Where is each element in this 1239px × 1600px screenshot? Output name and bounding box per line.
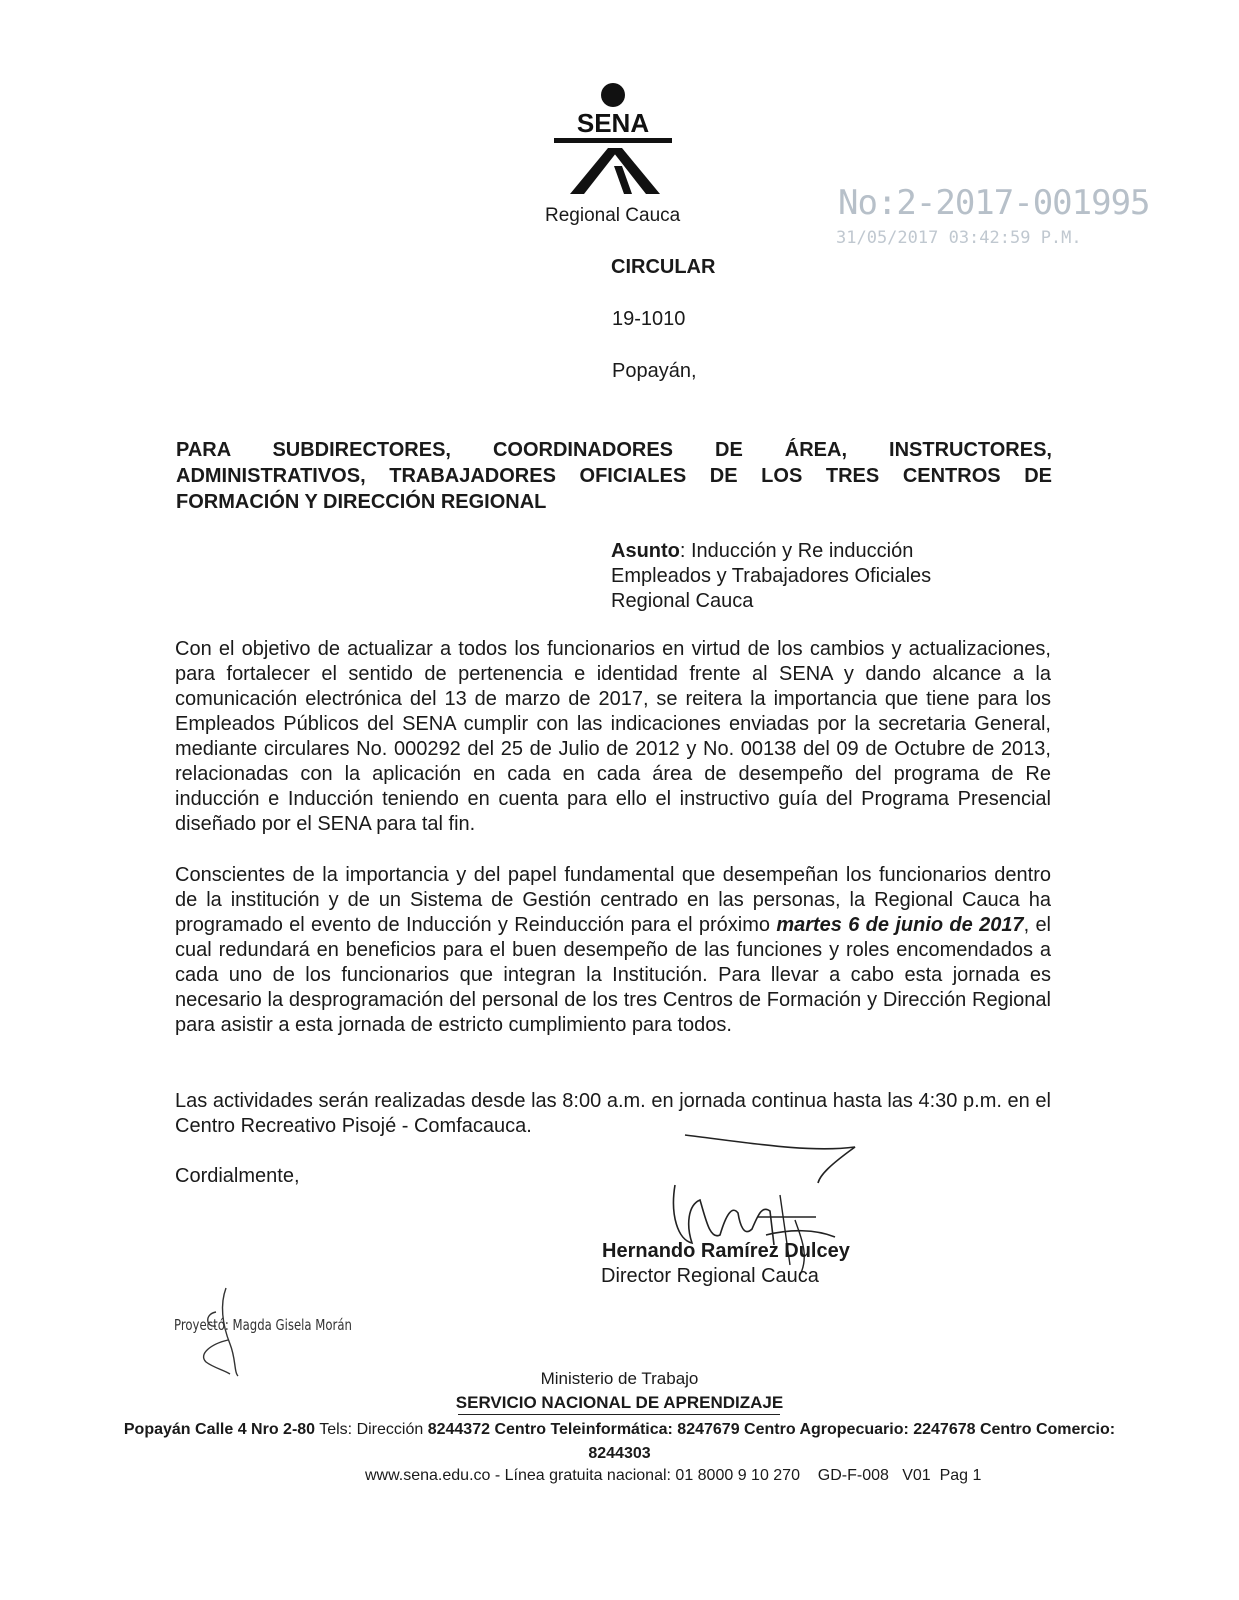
- document-city: Popayán,: [612, 360, 697, 382]
- body-paragraph-3: Las actividades serán realizadas desde las 8:00 a.m. en jornada continua hasta las 4:30 p.m. en el Centro Recreativo Pisojé - Comfacauca.: [175, 1090, 1051, 1137]
- footer-web-line: [365, 1467, 981, 1485]
- regional-label: Regional Cauca: [545, 205, 681, 226]
- footer-web: www.sena.edu.co - Línea gratuita nacional: 01 8000 9 10 270: [365, 1467, 800, 1484]
- signer-name: Hernando Ramírez Dulcey: [602, 1240, 850, 1262]
- body-paragraph-2: [175, 863, 1051, 1038]
- footer-centro2-label: Centro Agropecuario:: [739, 1421, 914, 1438]
- drafted-by: Proyectó: Magda Gisela Morán: [174, 1316, 352, 1334]
- subject-text-1: : Inducción y Re inducción: [679, 540, 914, 562]
- sena-logo: [548, 82, 678, 202]
- footer-ministry: Ministerio de Trabajo: [540, 1369, 699, 1388]
- footer-tel-centro2: 2247678: [913, 1421, 976, 1438]
- footer-tel-direccion: 8244372: [427, 1421, 490, 1438]
- logo-dot: [601, 83, 625, 107]
- subject-block: [611, 539, 931, 614]
- recipients: PARA SUBDIRECTORES, COORDINADORES DE ÁREA, INSTRUCTORES, ADMINISTRATIVOS, TRABAJADORES OFICIALES DE LOS TRES CENTROS DE FORMACIÓN Y DIRECCIÓN REGIONAL: [176, 439, 1052, 513]
- logo-bar: [554, 138, 672, 143]
- footer-tels-label: Tels: Dirección: [315, 1421, 428, 1438]
- footer-tel-centro1: 8247679: [677, 1421, 740, 1438]
- logo-text: SENA: [576, 108, 650, 138]
- footer-version: V01: [902, 1467, 931, 1484]
- subject-line-2: Empleados y Trabajadores Oficiales: [611, 565, 932, 587]
- subject-line-3: Regional Cauca: [611, 590, 754, 612]
- footer-centro3-label: Centro Comercio:: [975, 1421, 1116, 1438]
- document-number: 19-1010: [612, 308, 686, 330]
- radicado-stamp-datetime: 31/05/2017 03:42:59 P.M.: [836, 228, 1082, 248]
- footer-entity: SERVICIO NACIONAL DE APRENDIZAJE: [455, 1393, 784, 1412]
- footer-centro1-label: Centro Teleinformática:: [490, 1421, 678, 1438]
- footer-tel-centro3: 8244303: [588, 1445, 651, 1462]
- salutation: Cordialmente,: [175, 1165, 300, 1187]
- logo-left-leg: [570, 148, 620, 194]
- signer-title: Director Regional Cauca: [601, 1265, 819, 1287]
- footer-address: Popayán Calle 4 Nro 2-80: [123, 1421, 316, 1438]
- event-date: martes 6 de junio de 2017: [776, 914, 1024, 936]
- footer-page: Pag 1: [939, 1467, 982, 1484]
- footer-contact: [40, 1418, 1199, 1466]
- paragraph2-text-b: , el cual redundará en beneficios para el buen desempeño de las funciones y roles encomendados a cada uno de los funcionarios que integran la Institución. Para llevar a cabo esta jornada es necesario la desprogramación del personal de los tres Centros de Formación y Dirección Regional para asistir a esta jornada de estricto cumplimiento para todos.: [175, 914, 1052, 1036]
- subject-line-1: [611, 539, 931, 564]
- document-type: CIRCULAR: [611, 256, 716, 278]
- paragraph2-text-a: Conscientes de la importancia y del papel fundamental que desempeñan los funcionarios dentro de la institución y de un Sistema de Gestión centrado en las personas, la Regional Cauca ha programado el evento de Inducción y Reinducción para el próximo: [175, 864, 1051, 936]
- radicado-stamp-number: No:2-2017-001995: [838, 183, 1150, 223]
- subject-label: Asunto: [611, 540, 680, 562]
- footer-divider: [458, 1414, 780, 1415]
- footer-form-code: GD-F-008: [817, 1467, 889, 1484]
- body-paragraph-1: Con el objetivo de actualizar a todos los funcionarios en virtud de los cambios y actualizaciones, para fortalecer el sentido de pertenencia e identidad frente al SENA y dando alcance a la comunicación electrónica del 13 de marzo de 2017, se reitera la importancia que tiene para los Empleados Públicos del SENA cumplir con las indicaciones enviadas por la secretaria General, mediante circulares No. 000292 del 25 de Julio de 2012 y No. 00138 del 09 de Octubre de 2013, relacionadas con la aplicación en cada en cada área de desempeño del programa de Re inducción e Inducción teniendo en cuenta para ello el instructivo guía del Programa Presencial diseñado por el SENA para tal fin.: [175, 638, 1051, 835]
